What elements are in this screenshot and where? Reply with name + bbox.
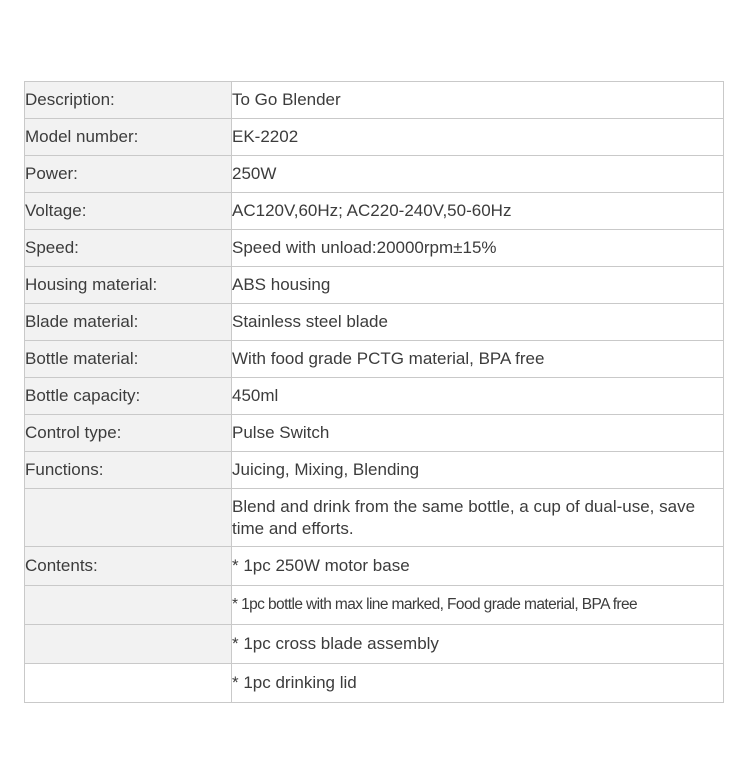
row-label: Contents: — [25, 547, 232, 586]
row-value: Pulse Switch — [232, 415, 724, 452]
row-label: Bottle material: — [25, 341, 232, 378]
table-row — [25, 267, 724, 304]
row-label: Speed: — [25, 230, 232, 267]
table-row — [25, 304, 724, 341]
row-label: Blade material: — [25, 304, 232, 341]
row-value: Speed with unload:20000rpm±15% — [232, 230, 724, 267]
row-value: * 1pc drinking lid — [232, 664, 724, 703]
table-row — [25, 119, 724, 156]
row-value: 450ml — [232, 378, 724, 415]
row-label: Power: — [25, 156, 232, 193]
row-value: EK-2202 — [232, 119, 724, 156]
table-row — [25, 82, 724, 119]
row-label: Housing material: — [25, 267, 232, 304]
table-row — [25, 230, 724, 267]
row-value: With food grade PCTG material, BPA free — [232, 341, 724, 378]
table-row — [25, 452, 724, 489]
table-row — [25, 586, 724, 625]
table-row — [25, 664, 724, 703]
row-label: Control type: — [25, 415, 232, 452]
row-value: ABS housing — [232, 267, 724, 304]
row-value: * 1pc 250W motor base — [232, 547, 724, 586]
row-value: * 1pc bottle with max line marked, Food grade material, BPA free — [232, 586, 724, 625]
row-value: To Go Blender — [232, 82, 724, 119]
row-label: Description: — [25, 82, 232, 119]
table-row — [25, 547, 724, 586]
row-label — [25, 625, 232, 664]
row-value: Stainless steel blade — [232, 304, 724, 341]
row-label: Bottle capacity: — [25, 378, 232, 415]
row-value: AC120V,60Hz; AC220-240V,50-60Hz — [232, 193, 724, 230]
table-row — [25, 415, 724, 452]
row-value: 250W — [232, 156, 724, 193]
row-label: Model number: — [25, 119, 232, 156]
table-row — [25, 625, 724, 664]
table-row — [25, 156, 724, 193]
table-row — [25, 341, 724, 378]
row-label — [25, 664, 232, 703]
row-value: Blend and drink from the same bottle, a cup of dual-use, save time and efforts. — [232, 489, 724, 547]
row-label: Functions: — [25, 452, 232, 489]
row-value: Juicing, Mixing, Blending — [232, 452, 724, 489]
row-label: Voltage: — [25, 193, 232, 230]
spec-table — [24, 81, 724, 703]
row-label — [25, 489, 232, 547]
row-value: * 1pc cross blade assembly — [232, 625, 724, 664]
table-row — [25, 193, 724, 230]
table-row — [25, 378, 724, 415]
table-row — [25, 489, 724, 547]
row-label — [25, 586, 232, 625]
